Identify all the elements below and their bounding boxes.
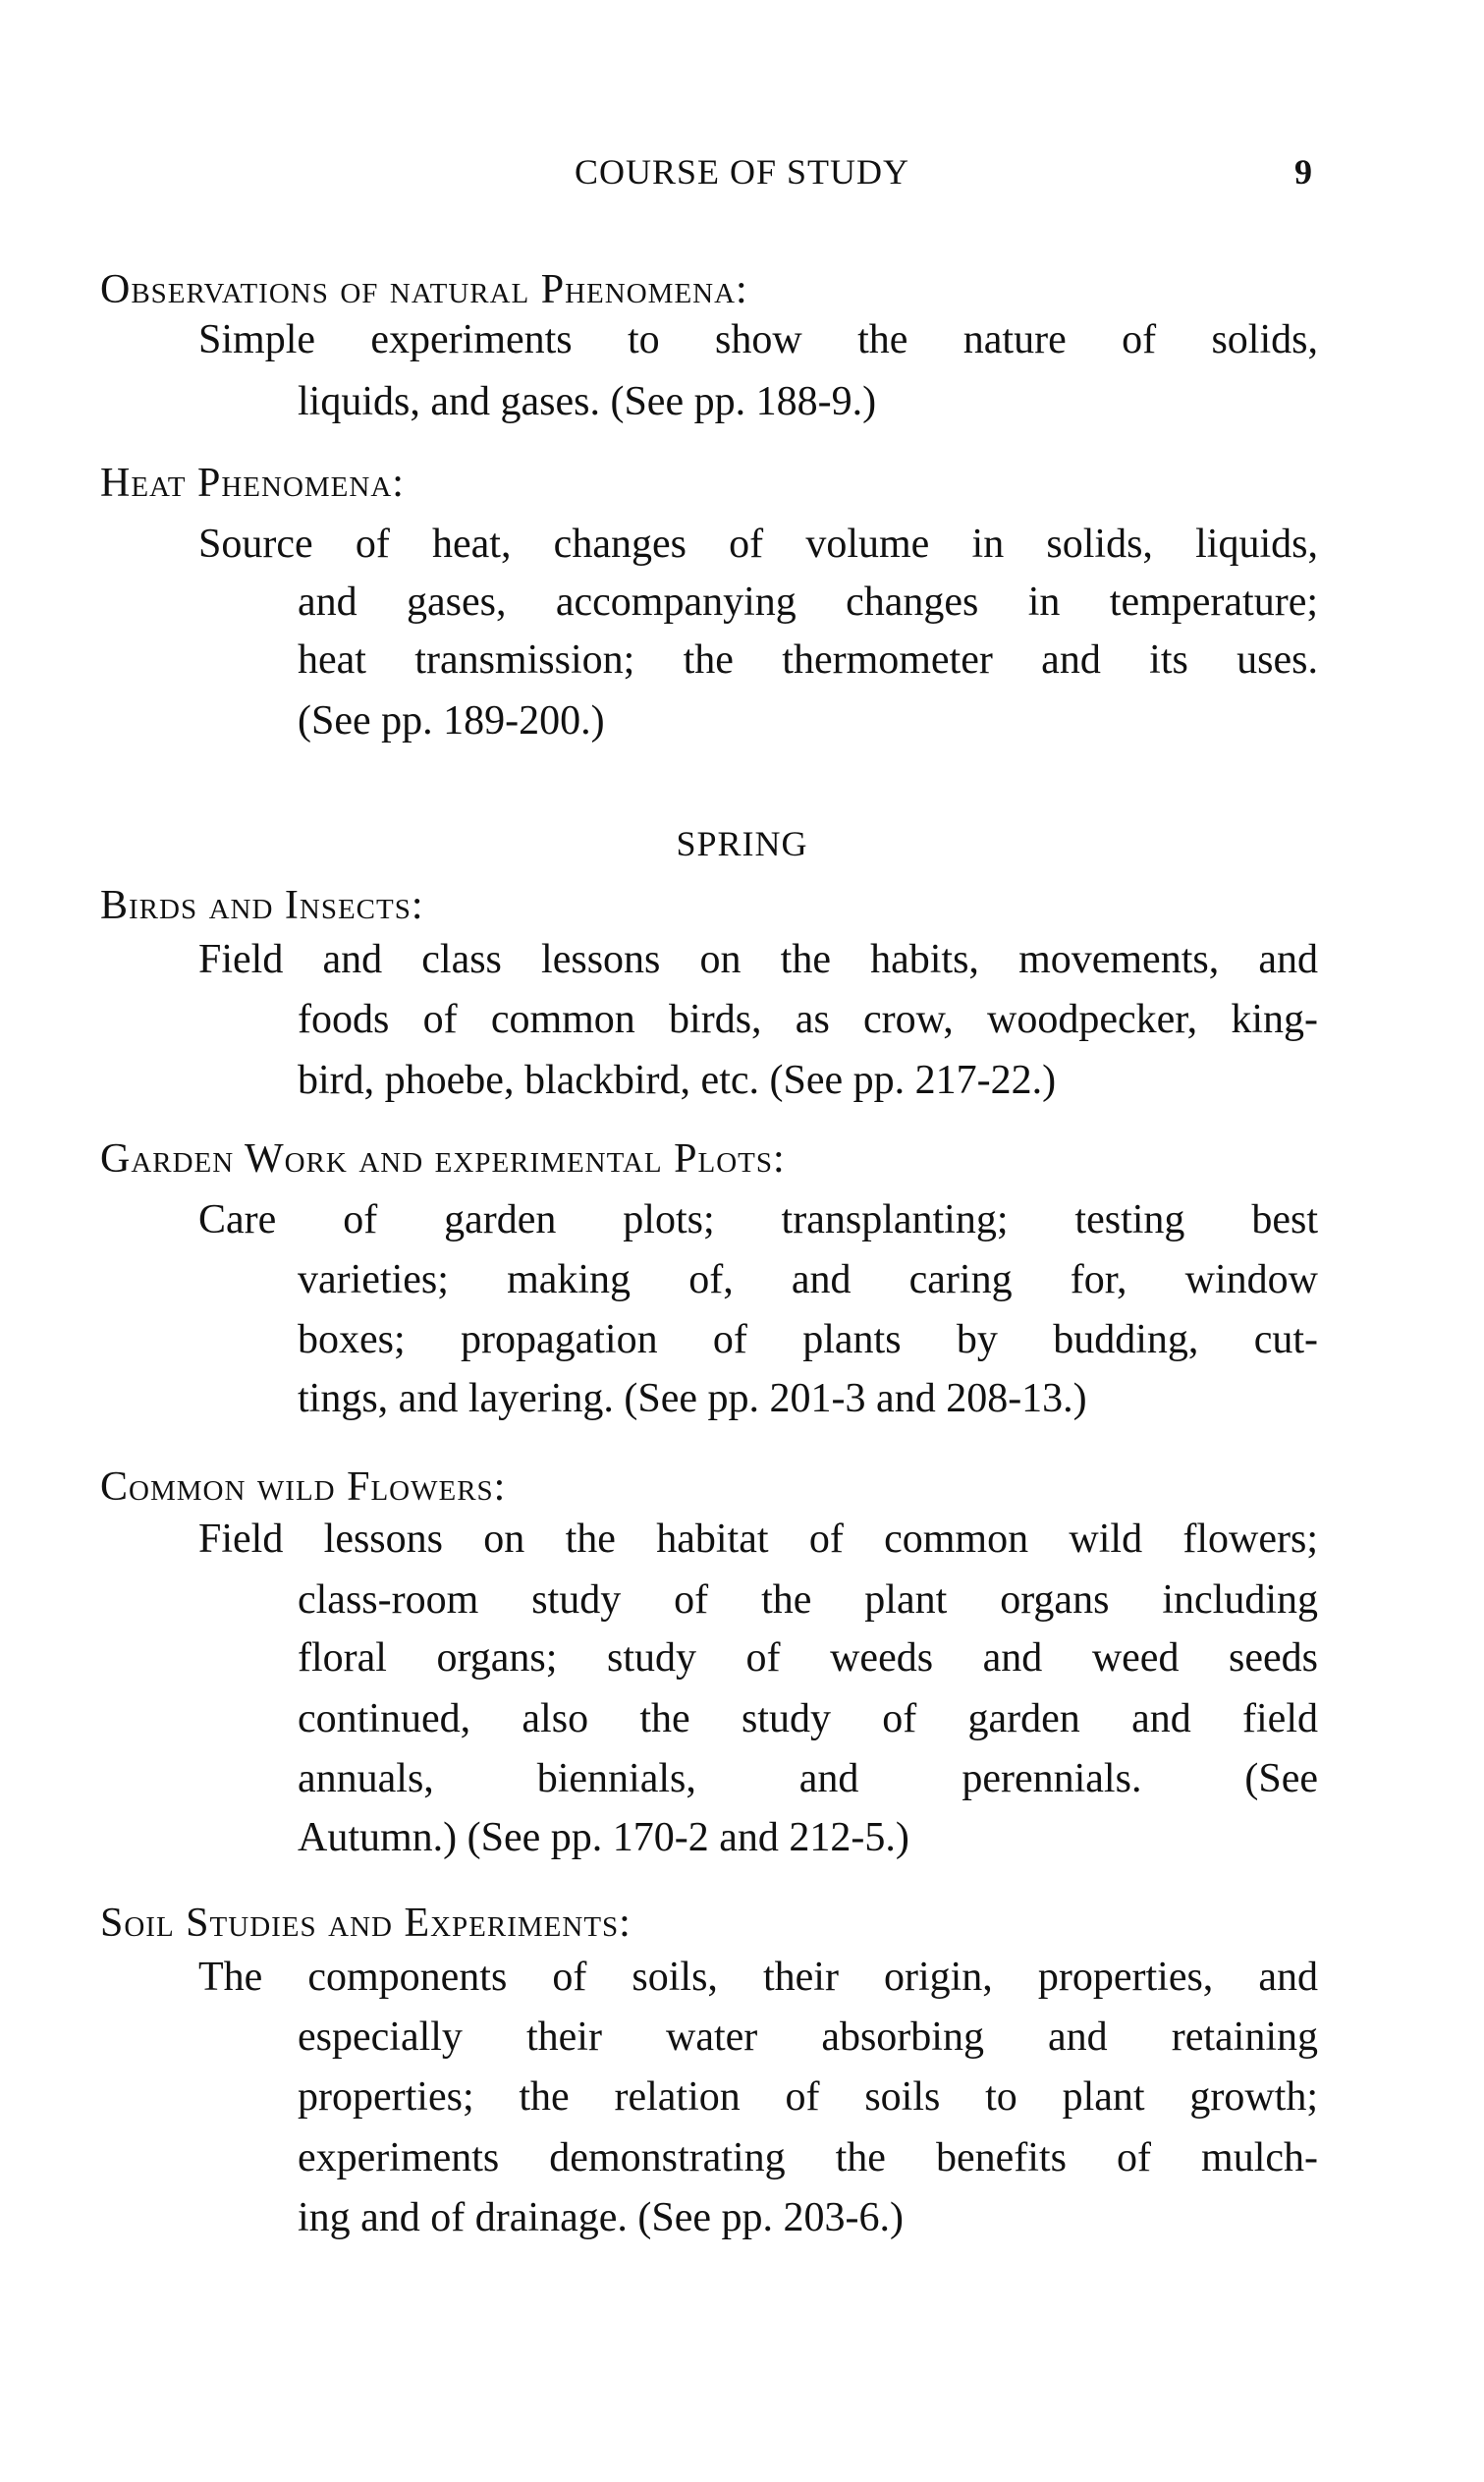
running-head: COURSE OF STUDY — [574, 152, 910, 192]
text-line: Source of heat, changes of volume in solids, liquids, — [198, 522, 1318, 568]
section-heading: Common wild Flowers: — [100, 1464, 507, 1511]
text-line: foods of common birds, as crow, woodpecker, king- — [298, 997, 1318, 1043]
text-line: Care of garden plots; transplanting; testing best — [198, 1196, 1318, 1242]
text-line: The components of soils, their origin, properties, and — [198, 1954, 1318, 2000]
text-line: and gases, accompanying changes in temperature; — [298, 579, 1318, 625]
text-line: Autumn.) (See pp. 170-2 and 212-5.) — [298, 1814, 909, 1860]
section-heading: Garden Work and experimental Plots: — [100, 1136, 786, 1183]
text-line: bird, phoebe, blackbird, etc. (See pp. 217-22.) — [298, 1057, 1057, 1103]
section-heading: Birds and Insects: — [100, 883, 424, 929]
text-line: especially their water absorbing and retaining — [298, 2013, 1318, 2060]
text-line: liquids, and gases. (See pp. 188-9.) — [298, 379, 877, 425]
text-line: Simple experiments to show the nature of solids, — [198, 317, 1318, 363]
page-number: 9 — [1294, 152, 1312, 192]
text-line: class-room study of the plant organs including — [298, 1576, 1318, 1623]
text-line: annuals, biennials, and perennials. (See — [298, 1756, 1318, 1801]
section-heading: Heat Phenomena: — [100, 460, 405, 506]
season-heading: SPRING — [676, 823, 808, 863]
text-line: properties; the relation of soils to plant growth; — [298, 2074, 1318, 2121]
text-line: varieties; making of, and caring for, window — [298, 1256, 1318, 1302]
text-line: floral organs; study of weeds and weed seeds — [298, 1635, 1318, 1682]
text-line: Field lessons on the habitat of common wild flowers; — [198, 1517, 1318, 1563]
text-line: experiments demonstrating the benefits of mulch- — [298, 2134, 1318, 2180]
section-heading: Observations of natural Phenomena: — [100, 266, 748, 312]
text-line: (See pp. 189-200.) — [298, 697, 605, 744]
text-line: boxes; propagation of plants by budding, cut- — [298, 1317, 1318, 1363]
text-line: heat transmission; the thermometer and its uses. — [298, 637, 1318, 684]
section-heading: Soil Studies and Experiments: — [100, 1900, 632, 1946]
text-line: tings, and layering. (See pp. 201-3 and 208-13.) — [298, 1375, 1087, 1421]
text-line: Field and class lessons on the habits, movements, and — [198, 937, 1318, 983]
text-line: continued, also the study of garden and field — [298, 1695, 1318, 1741]
text-line: ing and of drainage. (See pp. 203-6.) — [298, 2194, 904, 2240]
